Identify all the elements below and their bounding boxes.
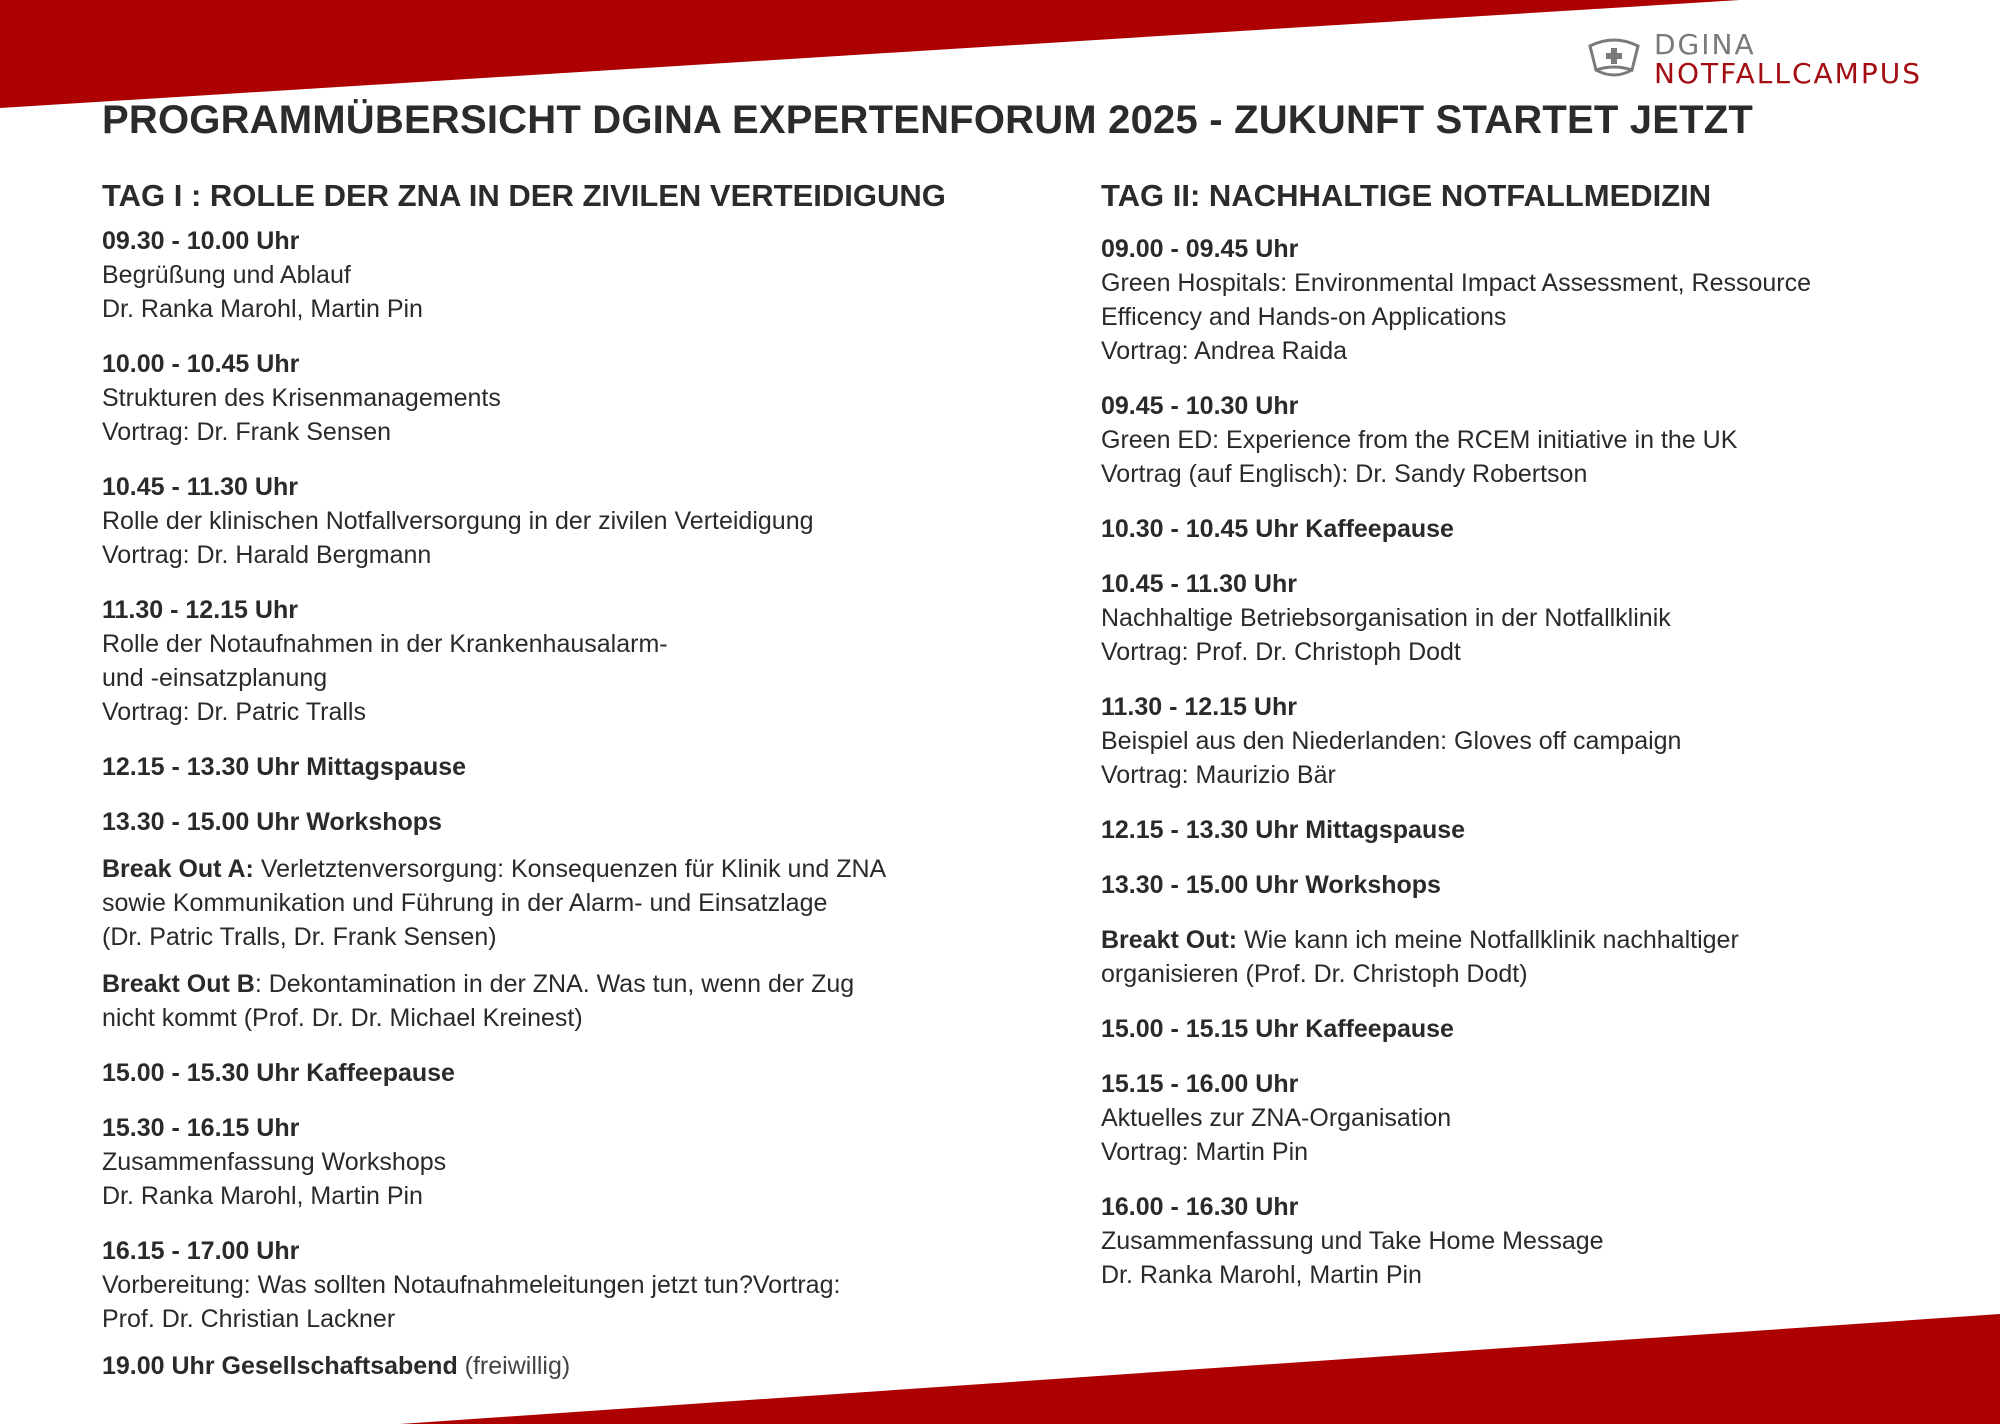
item-line: Aktuelles zur ZNA-Organisation xyxy=(1101,1104,1452,1132)
schedule-item xyxy=(102,470,982,572)
item-line: Rolle der klinischen Notfallversorgung in der zivilen Verteidigung xyxy=(102,507,814,535)
item-line: Dr. Ranka Marohl, Martin Pin xyxy=(102,295,423,323)
item-time: 10.30 - 10.45 Uhr Kaffeepause xyxy=(1101,515,1454,543)
item-line: Dr. Ranka Marohl, Martin Pin xyxy=(102,1182,423,1210)
item-time: 12.15 - 13.30 Uhr Mittagspause xyxy=(102,753,467,781)
item-time: 09.00 - 09.45 Uhr xyxy=(1101,235,1299,263)
item-time: 11.30 - 12.15 Uhr xyxy=(102,596,298,624)
item-time: 19.00 Uhr Gesellschaftsabend xyxy=(102,1352,458,1380)
item-line: Vorbereitung: Was sollten Notaufnahmeleitungen jetzt tun?Vortrag: xyxy=(102,1271,841,1299)
item-line: organisieren (Prof. Dr. Christoph Dodt) xyxy=(1101,960,1528,988)
item-line: Vortrag: Prof. Dr. Christoph Dodt xyxy=(1101,638,1461,666)
item-time: 15.00 - 15.15 Uhr Kaffeepause xyxy=(1101,1015,1454,1043)
item-time: 15.30 - 16.15 Uhr xyxy=(102,1114,300,1142)
item-line: Nachhaltige Betriebsorganisation in der Notfallklinik xyxy=(1101,604,1671,632)
item-time: 09.45 - 10.30 Uhr xyxy=(1101,392,1299,420)
item-time: 09.30 - 10.00 Uhr xyxy=(102,227,300,255)
item-line: Strukturen des Krisenmanagements xyxy=(102,384,501,412)
schedule-break xyxy=(1101,512,1981,546)
evening-line xyxy=(102,1349,982,1383)
logo-text-notfallcampus: NOTFALLCAMPUS xyxy=(1654,57,1922,90)
workshop-item xyxy=(1101,923,1981,991)
schedule-item xyxy=(1101,389,1981,491)
day1-column xyxy=(102,178,982,1404)
workshop-first-line xyxy=(1101,923,1981,957)
workshop-label: Break Out A: xyxy=(102,855,254,883)
day2-column xyxy=(1101,178,1981,1313)
schedule-item xyxy=(1101,1190,1981,1292)
schedule-workshops xyxy=(1101,868,1981,902)
workshop-first-line xyxy=(102,852,982,886)
item-time: 15.15 - 16.00 Uhr xyxy=(1101,1070,1299,1098)
item-time: 16.15 - 17.00 Uhr xyxy=(102,1237,300,1265)
item-time: 13.30 - 15.00 Uhr Workshops xyxy=(1101,871,1441,899)
item-line: Vortrag: Maurizio Bär xyxy=(1101,761,1336,789)
schedule-evening xyxy=(102,1349,982,1383)
day1-heading: TAG I : ROLLE DER ZNA IN DER ZIVILEN VERTEIDIGUNG xyxy=(102,178,946,213)
page-title: PROGRAMMÜBERSICHT DGINA EXPERTENFORUM 2025 - ZUKUNFT STARTET JETZT xyxy=(102,98,1754,142)
schedule-break xyxy=(102,750,982,784)
schedule-item xyxy=(102,1111,982,1213)
workshop-item xyxy=(102,852,982,954)
workshop-text: : Dekontamination in der ZNA. Was tun, wenn der Zug xyxy=(254,970,855,998)
schedule-break xyxy=(1101,813,1981,847)
item-time: 10.45 - 11.30 Uhr xyxy=(1101,570,1297,598)
item-line: Green ED: Experience from the RCEM initiative in the UK xyxy=(1101,426,1738,454)
logo-text-dgina: DGINA xyxy=(1654,28,1756,61)
item-line: Rolle der Notaufnahmen in der Krankenhausalarm- xyxy=(102,630,668,658)
item-time: 10.00 - 10.45 Uhr xyxy=(102,350,300,378)
workshop-label: Breakt Out: xyxy=(1101,926,1238,954)
schedule-item xyxy=(102,593,982,729)
item-line: Vortrag: Dr. Frank Sensen xyxy=(102,418,392,446)
schedule-item xyxy=(1101,1067,1981,1169)
workshop-label: Breakt Out B xyxy=(102,970,255,998)
workshop-item xyxy=(102,967,982,1035)
item-time: 13.30 - 15.00 Uhr Workshops xyxy=(102,808,442,836)
item-line: und -einsatzplanung xyxy=(102,664,328,692)
schedule-item xyxy=(102,347,982,449)
schedule-item xyxy=(1101,232,1981,368)
day2-heading: TAG II: NACHHALTIGE NOTFALLMEDIZIN xyxy=(1101,178,1712,213)
workshop-text: Verletztenversorgung: Konsequenzen für Klinik und ZNA xyxy=(253,855,887,883)
item-line: Zusammenfassung Workshops xyxy=(102,1148,447,1176)
workshop-text: Wie kann ich meine Notfallklinik nachhaltiger xyxy=(1237,926,1739,954)
item-line: sowie Kommunikation und Führung in der Alarm- und Einsatzlage xyxy=(102,889,828,917)
item-line: Vortrag (auf Englisch): Dr. Sandy Robertson xyxy=(1101,460,1588,488)
schedule-break xyxy=(102,1056,982,1090)
item-line: Efficency and Hands-on Applications xyxy=(1101,303,1507,331)
nurse-cap-icon xyxy=(1586,36,1642,84)
item-time: 12.15 - 13.30 Uhr Mittagspause xyxy=(1101,816,1466,844)
schedule-item xyxy=(1101,690,1981,792)
item-line: Beispiel aus den Niederlanden: Gloves off campaign xyxy=(1101,727,1682,755)
schedule-item xyxy=(102,224,982,326)
schedule-item xyxy=(102,1234,982,1336)
item-line: Vortrag: Dr. Harald Bergmann xyxy=(102,541,432,569)
workshop-first-line xyxy=(102,967,982,1001)
item-line: (Dr. Patric Tralls, Dr. Frank Sensen) xyxy=(102,923,497,951)
item-time: 15.00 - 15.30 Uhr Kaffeepause xyxy=(102,1059,455,1087)
item-line: Prof. Dr. Christian Lackner xyxy=(102,1305,396,1333)
item-time: 10.45 - 11.30 Uhr xyxy=(102,473,298,501)
dgina-notfallcampus-logo xyxy=(1586,30,1986,90)
item-line: nicht kommt (Prof. Dr. Dr. Michael Kreinest) xyxy=(102,1004,583,1032)
schedule-workshops xyxy=(102,805,982,839)
item-line: Begrüßung und Ablauf xyxy=(102,261,351,289)
item-line: Dr. Ranka Marohl, Martin Pin xyxy=(1101,1261,1422,1289)
item-time: 11.30 - 12.15 Uhr xyxy=(1101,693,1297,721)
item-line: Vortrag: Andrea Raida xyxy=(1101,337,1347,365)
evening-suffix: (freiwillig) xyxy=(457,1352,571,1380)
item-time: 16.00 - 16.30 Uhr xyxy=(1101,1193,1299,1221)
item-line: Green Hospitals: Environmental Impact Assessment, Ressource xyxy=(1101,269,1812,297)
item-line: Vortrag: Martin Pin xyxy=(1101,1138,1309,1166)
schedule-item xyxy=(1101,567,1981,669)
item-line: Zusammenfassung und Take Home Message xyxy=(1101,1227,1604,1255)
item-line: Vortrag: Dr. Patric Tralls xyxy=(102,698,366,726)
schedule-break xyxy=(1101,1012,1981,1046)
